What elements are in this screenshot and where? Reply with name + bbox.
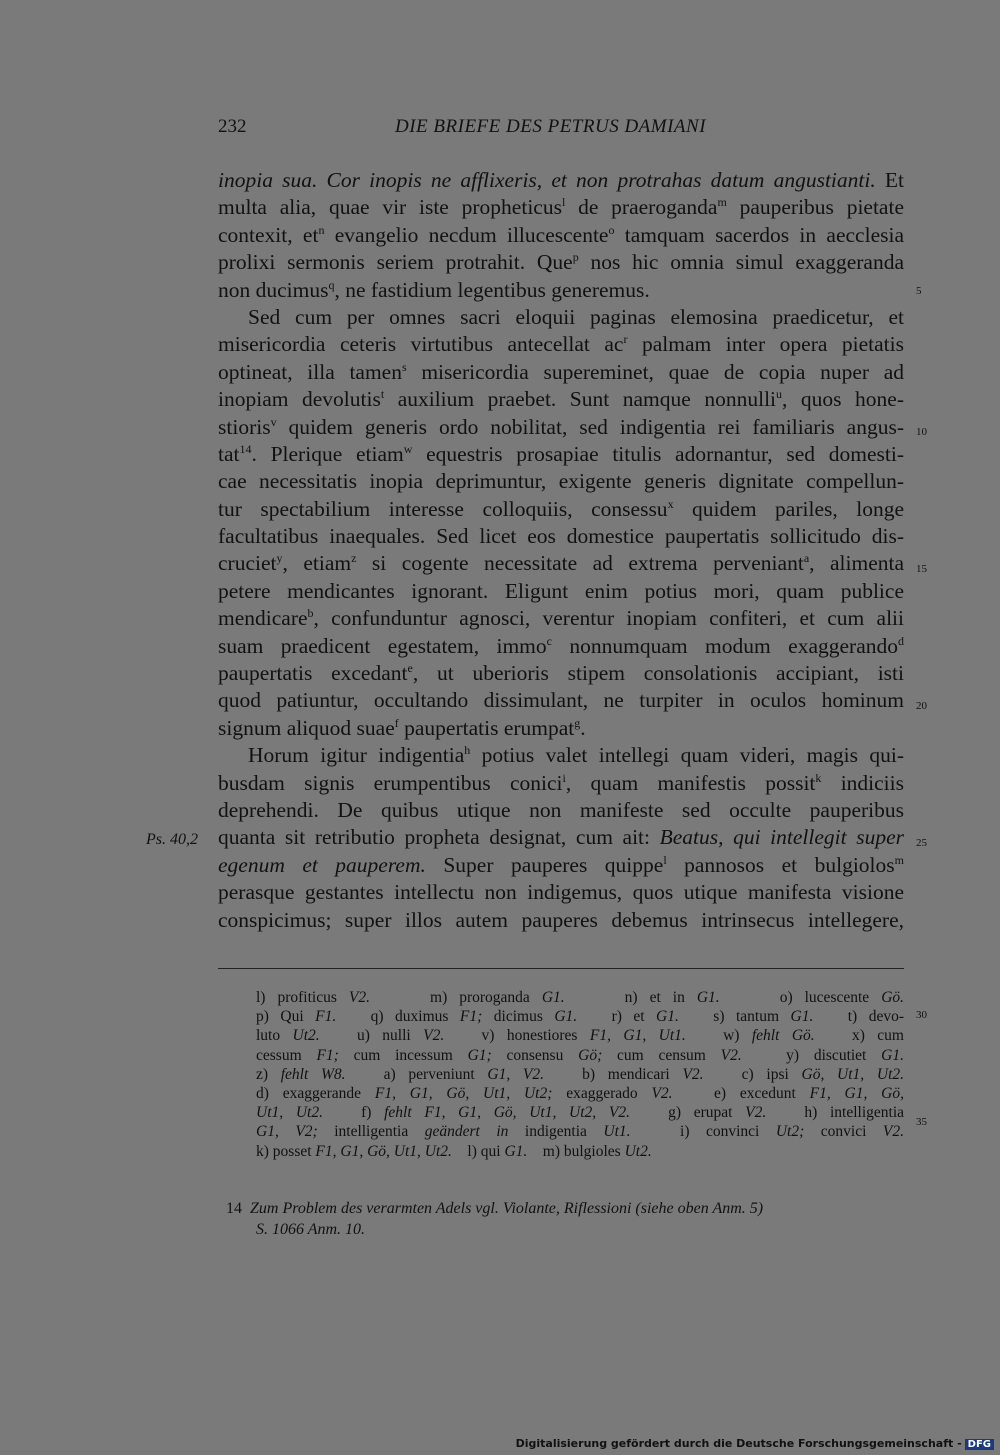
margin-reference: Ps. 40,2 xyxy=(146,831,198,848)
digitization-text: Digitalisierung gefördert durch die Deutsche Forschungsgemeinschaft - xyxy=(515,1437,962,1450)
page-number: 232 xyxy=(218,116,247,137)
main-text: inopia sua. Cor inopis ne afflixeris, et non protrahas datum angustianti. Et multa alia, quae vir iste propheticus$^l$ de praeroganda$^m$ pauperibus pietate contexit, $et^n$ evangelio necdum illucescente$^o$ tamquam sacerdos in aecclesia prolixi sermonis seriem protrahit. Que$^p$ nos hic omnia simul exaggeranda non ducimus$^q$, ne fastidium legentibus generemus. Sed cum per omnes sacri eloquii paginas elemosina praedicetur, et misericordia ceteris virtutibus antecellat $ac^r$ palmam inter opera pietatis optineat, illa tamen$^s$ misericordia supereminet, quae de copia nuper ad inopiam devolutis$^t$ auxilium praebet. Sunt namque nonnulli$^u$, quos hone- stioris$^v$ quidem generis ordo nobilitat, sed indigentia rei familiaris angus- tat$^{14}$. Plerique etiam$^w$ equestris prosapiae titulis adornantur, sed domesti- cae necessitatis inopia deprimuntur, exigente generis dignitate compellun- tur spectabilium interesse colloquiis, consessu$^x$ quidem pariles, longe facultatibus inaequales. Sed licet eos domestice paupertatis sollicitudo dis- cruciet$^y$, etiam$^z$ si cogente necessitate ad extrema perveniant$^a$, alimenta petere mendicantes ignorant. Eligunt enim potius mori, quam publice mendicare$^b$, confunduntur agnosci, verentur inopiam confiteri, et cum alii suam praedicent egestatem, immo$^c$ nonnumquam modum exaggerando$^d$ paupertatis excedant$^e$, ut uberioris stipem consolationis accipiant, isti quod patiuntur, occultando dissimulant, ne turpiter in oculos hominum signum aliquod suae$^f$ paupertatis erumpat$^g$. Horum igitur indigentia$^h$ potius valet intellegi quam videri, magis qui- busdam signis erumpentibus conici$^i$, quam manifestis possit$^k$ indiciis deprehendi. De quibus utique non manifeste sed occulte pauperibus quanta sit retributio propheta designat, cum ait: Beatus, qui intellegit super egenum et pauperem. Super pauperes quippe$^l$ pannosos et bulgiolos$^m$ perasque gestantes intellectu non indigemus, quos utique manifesta visione conspicimus; super illos autem pauperes debemus intrinsecus intellegere, xyxy=(218,168,905,932)
apparatus-line-number: 35 xyxy=(916,1116,927,1128)
line-number: 10 xyxy=(916,426,927,438)
footnote-number: 14 xyxy=(226,1200,242,1217)
apparatus-rule xyxy=(218,968,904,969)
footnote-text-cont: S. 1066 Anm. 10. xyxy=(256,1221,366,1238)
critical-apparatus: l) profiticus V2. m) proroganda G1. n) et in G1. o) lucescente Gö. p) Qui F1. q) duximus F1; dicimus G1. r) et G1. s) tantum G1. t) devo- luto Ut2. u) nulli V2. v) honestiores F1, G1, Ut1. w) fehlt Gö. x) cum cessum F1; cum incessum G1; consensu Gö; cum censum V2. y) discutiet G1. z) fehlt W8. a) perveniunt G1, V2. b) mendicari V2. c) ipsi Gö, Ut1, Ut2. d) exaggerande F1, G1, Gö, Ut1, Ut2; exaggerado V2. e) excedunt F1, G1, Gö, Ut1, Ut2. f) fehlt F1, G1, Gö, Ut1, Ut2, V2. g) erupat V2. h) intelligentia G1, V2; intelligentia geändert in indigentia Ut1. i) convinci Ut2; convici V2. k) posset F1, G1, Gö, Ut1, Ut2. l) qui G1. m) bulgioles Ut2. xyxy=(256,989,905,1160)
line-number: 5 xyxy=(916,285,922,297)
digitization-notice xyxy=(516,1437,994,1450)
footnote xyxy=(226,1198,906,1240)
dfg-logo-icon: DFG xyxy=(965,1439,994,1450)
line-number: 15 xyxy=(916,563,927,575)
running-head: DIE BRIEFE DES PETRUS DAMIANI xyxy=(395,116,707,137)
line-number: 25 xyxy=(916,837,927,849)
apparatus-line-number: 30 xyxy=(916,1009,927,1021)
footnote-text: Zum Problem des verarmten Adels vgl. Violante, Riflessioni (siehe oben Anm. 5) xyxy=(250,1200,764,1217)
line-number: 20 xyxy=(916,700,927,712)
